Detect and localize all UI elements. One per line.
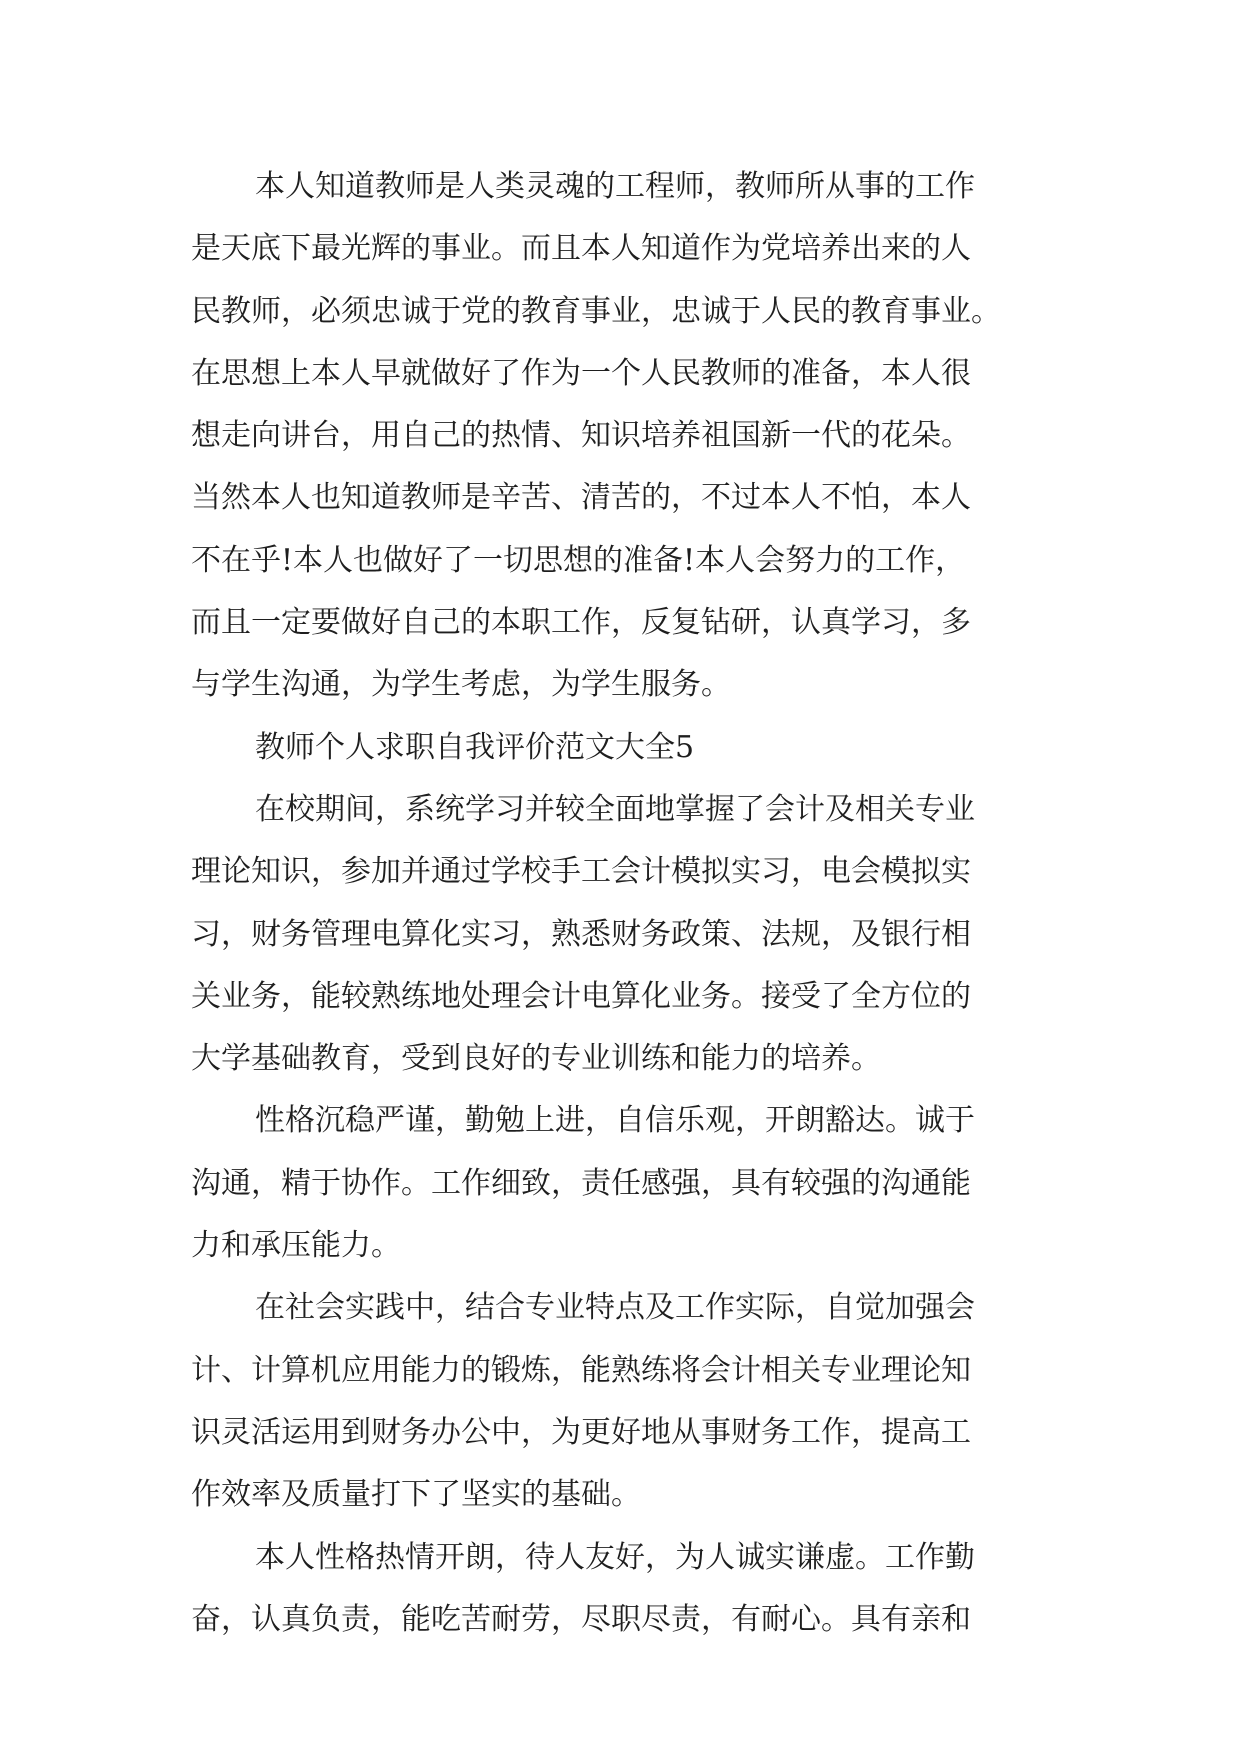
- text-line: 本人知道教师是人类灵魂的工程师，教师所从事的工作: [255, 169, 975, 204]
- text-line: 习，财务管理电算化实习，熟悉财务政策、法规，及银行相: [191, 916, 971, 952]
- text-line: 本人性格热情开朗，待人友好，为人诚实谦虚。工作勤: [255, 1539, 975, 1575]
- text-line: 民教师，必须忠诚于党的教育事业，忠诚于人民的教育事业。: [191, 293, 1001, 329]
- paragraph-practice: [191, 1277, 1051, 1526]
- text-line: 关业务，能较熟练地处理会计电算化业务。接受了全方位的: [191, 978, 971, 1014]
- text-line: 在社会实践中，结合专业特点及工作实际，自觉加强会: [255, 1290, 975, 1326]
- text-line: 在校期间，系统学习并较全面地掌握了会计及相关专业: [255, 791, 975, 827]
- text-line: 当然本人也知道教师是辛苦、清苦的，不过本人不怕，本人: [191, 480, 971, 516]
- text-line: 沟通，精于协作。工作细致，责任感强，具有较强的沟通能: [191, 1165, 971, 1201]
- text-line: 大学基础教育，受到良好的专业训练和能力的培养。: [191, 1041, 881, 1077]
- document-page: [191, 156, 1051, 1651]
- text-line: 而且一定要做好自己的本职工作，反复钻研，认真学习，多: [191, 605, 971, 641]
- text-line: 理论知识，参加并通过学校手工会计模拟实习，电会模拟实: [191, 854, 971, 890]
- text-line: 力和承压能力。: [191, 1228, 401, 1264]
- text-line: 作效率及质量打下了坚实的基础。: [191, 1477, 641, 1513]
- text-line: 与学生沟通，为学生考虑，为学生服务。: [191, 667, 731, 703]
- text-line: 不在乎!本人也做好了一切思想的准备!本人会努力的工作，: [191, 542, 966, 578]
- paragraph-teacher-commitment: [191, 156, 1051, 717]
- text-line: 识灵活运用到财务办公中，为更好地从事财务工作，提高工: [191, 1414, 971, 1450]
- text-line: 在思想上本人早就做好了作为一个人民教师的准备，本人很: [191, 355, 971, 391]
- text-line: 想走向讲台，用自己的热情、知识培养祖国新一代的花朵。: [191, 418, 971, 454]
- paragraph-education: [191, 779, 1051, 1090]
- paragraph-character: [191, 1527, 1051, 1652]
- paragraph-personality: [191, 1090, 1051, 1277]
- text-line: 是天底下最光辉的事业。而且本人知道作为党培养出来的人: [191, 231, 971, 267]
- text-line: 计、计算机应用能力的锻炼，能熟练将会计相关专业理论知: [191, 1352, 971, 1388]
- section-heading: 教师个人求职自我评价范文大全5: [255, 729, 695, 765]
- text-line: 奋，认真负责，能吃苦耐劳，尽职尽责，有耐心。具有亲和: [191, 1601, 971, 1637]
- text-line: 性格沉稳严谨，勤勉上进，自信乐观，开朗豁达。诚于: [255, 1103, 975, 1139]
